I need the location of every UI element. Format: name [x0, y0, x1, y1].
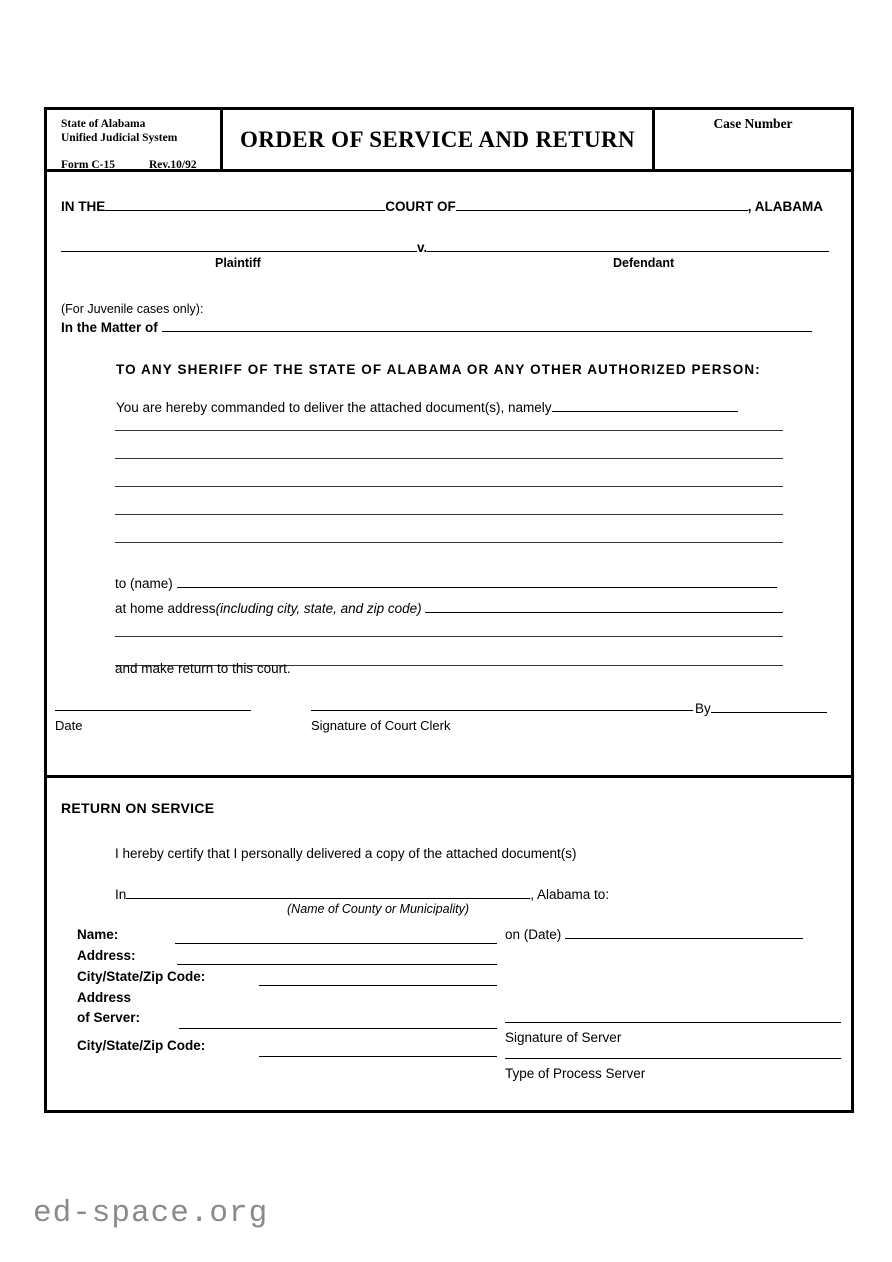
- to-name-field[interactable]: [177, 574, 777, 588]
- court-name-field[interactable]: [105, 197, 385, 211]
- order-section: [47, 172, 851, 778]
- court-caption-line: [61, 197, 823, 216]
- county-field[interactable]: [456, 197, 748, 211]
- to-name-line: [115, 574, 777, 591]
- home-address-note: (including city, state, and zip code): [215, 601, 422, 616]
- county-caption: (Name of County or Municipality): [287, 902, 470, 916]
- site-watermark: ed-space.org: [33, 1196, 269, 1231]
- service-location-line: [115, 885, 609, 902]
- on-date-label: on (Date): [505, 927, 562, 942]
- juvenile-note: (For Juvenile cases only):: [61, 302, 204, 316]
- city-state-zip-label: City/State/Zip Code:: [77, 969, 206, 984]
- server-address-label-line2: of Server:: [77, 1010, 141, 1025]
- in-the-label: IN THE: [61, 199, 106, 214]
- server-address-label-line1: Address: [77, 990, 132, 1005]
- agency-line-1: State of Alabama: [61, 118, 146, 130]
- case-number-label: Case Number: [713, 116, 793, 131]
- server-city-state-zip-field[interactable]: [259, 1056, 497, 1057]
- document-list-blank-lines[interactable]: [115, 430, 783, 570]
- certification-text: I hereby certify that I personally delivered a copy of the attached document(s): [115, 846, 577, 861]
- command-text: You are hereby commanded to deliver the attached document(s), namely: [116, 400, 552, 415]
- command-line: [116, 398, 738, 415]
- form-title: ORDER OF SERVICE AND RETURN: [239, 126, 636, 152]
- defendant-caption: Defendant: [613, 256, 675, 270]
- server-signature-field[interactable]: [505, 1022, 841, 1023]
- return-on-service-section: [47, 778, 851, 1110]
- service-county-field[interactable]: [126, 885, 530, 899]
- on-date-field[interactable]: [565, 926, 803, 939]
- defendant-field[interactable]: [427, 238, 829, 252]
- parties-line: [61, 238, 829, 257]
- by-field[interactable]: [711, 700, 827, 713]
- blank-line[interactable]: [115, 486, 783, 487]
- name-field[interactable]: [175, 943, 497, 944]
- name-label: Name:: [77, 927, 119, 942]
- server-signature-label: Signature of Server: [505, 1030, 622, 1045]
- in-the-matter-of-label: In the Matter of: [61, 320, 158, 335]
- date-label: Date: [55, 718, 83, 733]
- agency-line-2: Unified Judicial System: [61, 132, 178, 144]
- form-title-cell: [223, 110, 655, 169]
- by-label: By: [695, 701, 711, 716]
- server-address-field[interactable]: [179, 1028, 497, 1029]
- form-border: [44, 107, 854, 1113]
- plaintiff-field[interactable]: [61, 238, 417, 252]
- blank-line[interactable]: [115, 514, 783, 515]
- clerk-signature-label: Signature of Court Clerk: [311, 718, 451, 733]
- closing-text: and make return to this court.: [115, 661, 291, 676]
- return-section-title: RETURN ON SERVICE: [61, 800, 215, 816]
- process-server-type-label: Type of Process Server: [505, 1066, 646, 1081]
- server-address-label-row: [77, 989, 497, 1009]
- plaintiff-caption: Plaintiff: [215, 256, 261, 270]
- blank-line[interactable]: [115, 458, 783, 459]
- form-revision: Rev.10/92: [149, 159, 197, 171]
- address-field[interactable]: [177, 964, 497, 965]
- blank-line[interactable]: [115, 542, 783, 543]
- court-of-label: COURT OF: [385, 199, 456, 214]
- agency-cell: [47, 110, 223, 169]
- server-city-state-zip-row: [77, 1037, 497, 1061]
- addressed-to-heading: TO ANY SHERIFF OF THE STATE OF ALABAMA OR ANY OTHER AUTHORIZED PERSON:: [116, 362, 761, 377]
- form-number: Form C-15: [61, 159, 115, 171]
- name-row: [77, 926, 497, 947]
- date-field[interactable]: [55, 710, 251, 711]
- case-number-cell[interactable]: [655, 110, 851, 169]
- city-state-zip-field[interactable]: [259, 985, 497, 986]
- clerk-signature-field[interactable]: [311, 710, 693, 711]
- address-row: [77, 947, 497, 968]
- server-address-row: [77, 1009, 497, 1037]
- in-the-matter-line: [61, 318, 812, 337]
- process-server-type-field[interactable]: [505, 1058, 841, 1059]
- document-list-field[interactable]: [552, 398, 738, 412]
- home-address-field[interactable]: [425, 599, 783, 613]
- versus-label: v.: [417, 240, 428, 255]
- blank-line[interactable]: [115, 636, 783, 637]
- server-city-state-zip-label: City/State/Zip Code:: [77, 1038, 206, 1053]
- home-address-label: at home address: [115, 601, 216, 616]
- home-address-line: [115, 599, 783, 616]
- on-date-line: [505, 926, 803, 942]
- city-state-zip-row: [77, 968, 497, 989]
- state-suffix-label: , ALABAMA: [747, 199, 824, 214]
- by-line: [695, 700, 827, 716]
- in-label: In: [115, 887, 127, 902]
- address-label: Address:: [77, 948, 136, 963]
- matter-field[interactable]: [162, 318, 812, 332]
- to-name-label: to (name): [115, 576, 173, 591]
- served-party-fields: [77, 926, 497, 1061]
- alabama-to-label: , Alabama to:: [530, 887, 610, 902]
- form-header: [47, 110, 851, 172]
- blank-line[interactable]: [115, 430, 783, 431]
